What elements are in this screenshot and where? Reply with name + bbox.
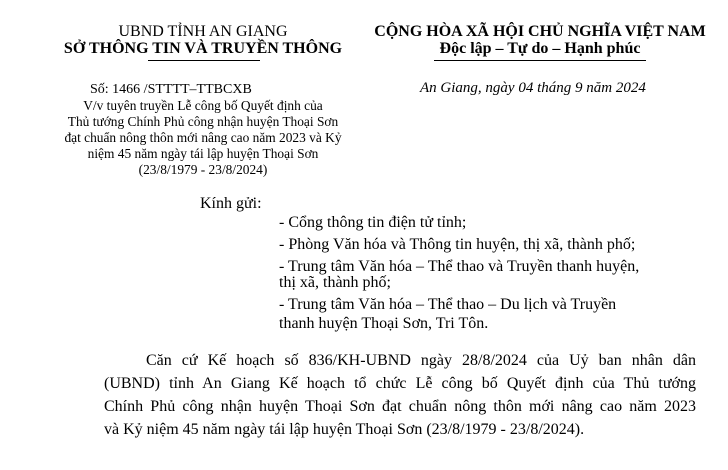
place-and-date: An Giang, ngày 04 tháng 9 năm 2024 xyxy=(420,80,646,96)
parent-organization: UBND TỈNH AN GIANG xyxy=(118,23,288,40)
recipient-item: - Trung tâm Văn hóa – Thể thao và Truyền thanh huyện, xyxy=(279,258,640,275)
subject-line: đạt chuẩn nông thôn mới nâng cao năm 2023 và Kỷ xyxy=(64,130,342,145)
recipient-item: - Cổng thông tin điện tử tỉnh; xyxy=(279,214,467,231)
body-line: Căn cứ Kế hoạch số 836/KH-UBND ngày 28/8/2024 của Uỷ ban nhân dân xyxy=(146,352,696,369)
recipient-item: - Trung tâm Văn hóa – Thể thao – Du lịch và Truyền xyxy=(279,296,617,313)
subject-line: niệm 45 năm ngày tái lập huyện Thoại Sơn xyxy=(87,146,319,161)
recipient-item-continued: thị xã, thành phố; xyxy=(279,274,391,291)
body-line: (UBND) tỉnh An Giang Kế hoạch tổ chức Lễ công bố Quyết định của Thủ tướng xyxy=(104,375,696,392)
body-line: Chính Phủ công nhận huyện Thoại Sơn đạt chuẩn nông thôn mới nâng cao năm 2023 xyxy=(104,398,696,415)
national-title: CỘNG HÒA XÃ HỘI CHỦ NGHĨA VIỆT NAM xyxy=(374,23,706,40)
subject-line: (23/8/1979 - 23/8/2024) xyxy=(138,162,268,177)
recipient-item: - Phòng Văn hóa và Thông tin huyện, thị xã, thành phố; xyxy=(279,236,636,253)
national-motto: Độc lập – Tự do – Hạnh phúc xyxy=(439,40,641,57)
greeting: Kính gửi: xyxy=(200,195,262,212)
org-underline xyxy=(148,60,260,61)
issuing-organization: SỞ THÔNG TIN VÀ TRUYỀN THÔNG xyxy=(63,40,343,57)
motto-underline xyxy=(434,60,646,61)
recipient-item-continued: thanh huyện Thoại Sơn, Tri Tôn. xyxy=(279,315,489,332)
subject-line: Thủ tướng Chính Phủ công nhận huyện Thoại Sơn xyxy=(67,114,339,129)
body-line: và Kỷ niệm 45 năm ngày tái lập huyện Thoại Sơn (23/8/1979 - 23/8/2024). xyxy=(104,421,585,438)
subject-line: V/v tuyên truyền Lễ công bố Quyết định của xyxy=(83,98,323,113)
reference-number: Số: 1466 /STTTT–TTBCXB xyxy=(90,82,252,97)
